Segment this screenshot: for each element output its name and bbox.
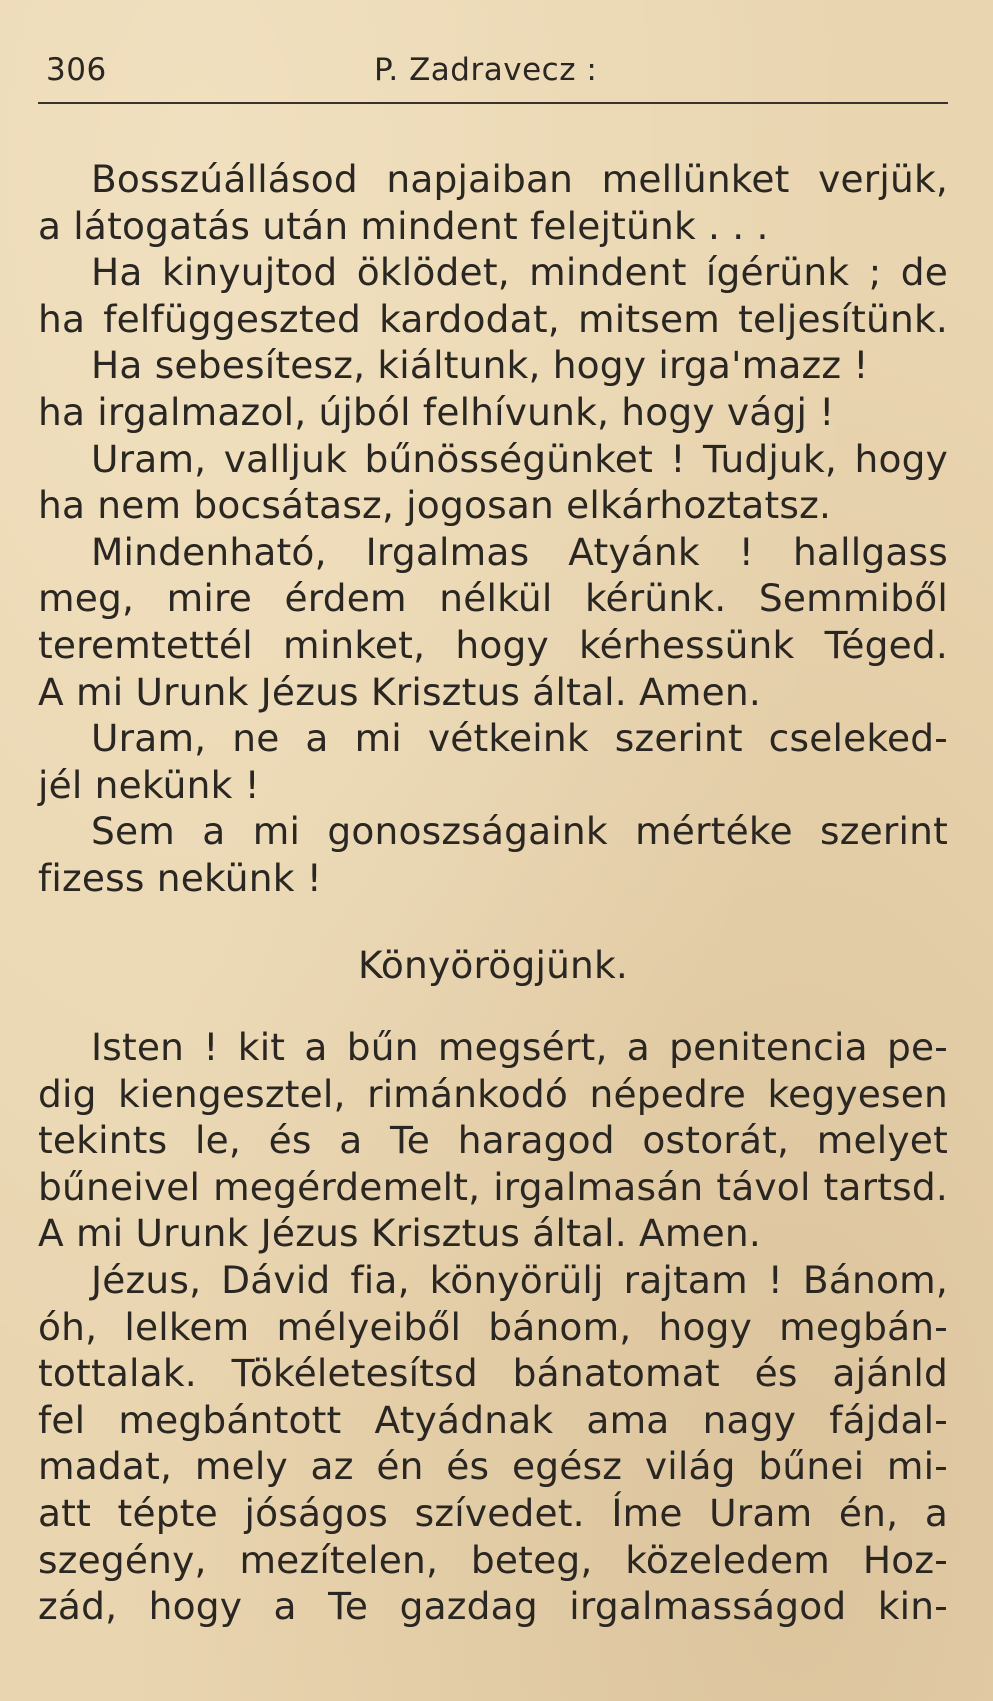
text-line: att tépte jóságos szívedet. Íme Uram én, a xyxy=(38,1491,948,1536)
text-line: Ha sebesítesz, kiáltunk, hogy irga'mazz ! xyxy=(91,343,869,388)
text-line: ha irgalmazol, újból felhívunk, hogy vágj ! xyxy=(38,389,835,434)
text-line: A mi Urunk Jézus Krisztus által. Amen. xyxy=(38,1211,761,1256)
running-title: P. Zadravecz : xyxy=(374,52,598,88)
text-line: tekints le, és a Te haragod ostorát, melyet xyxy=(38,1118,948,1163)
paragraph-2 xyxy=(38,1024,948,1257)
text-line: madat, mely az én és egész világ bűnei mi- xyxy=(38,1444,948,1489)
text-line: ha nem bocsátasz, jogosan elkárhoztatsz. xyxy=(38,483,832,528)
text-line: meg, mire érdem nélkül kérünk. Semmiből xyxy=(38,576,948,621)
text-line: Jézus, Dávid fia, könyörülj rajtam ! Bánom, xyxy=(91,1258,948,1303)
text-line: Sem a mi gonoszságaink mértéke szerint xyxy=(91,809,948,854)
header-rule xyxy=(38,102,948,104)
page-header xyxy=(38,50,948,104)
text-line: óh, lelkem mélyeiből bánom, hogy megbán- xyxy=(38,1304,948,1349)
text-line: Isten ! kit a bűn megsért, a penitencia pe- xyxy=(91,1025,948,1070)
text-line: szegény, mezítelen, beteg, közeledem Hoz- xyxy=(38,1537,948,1582)
page-number: 306 xyxy=(46,52,107,88)
text-line: a látogatás után mindent felejtünk . . . xyxy=(38,203,769,248)
body-text xyxy=(38,156,948,1630)
text-line: Mindenható, Irgalmas Atyánk ! hallgass xyxy=(91,529,948,574)
text-line: Ha kinyujtod öklödet, mindent ígérünk ; de xyxy=(91,250,948,295)
paragraph-1 xyxy=(38,156,948,902)
text-line: A mi Urunk Jézus Krisztus által. Amen. xyxy=(38,669,761,714)
text-line: jél nekünk ! xyxy=(38,762,260,807)
text-line: dig kiengesztel, rimánkodó népedre kegyesen xyxy=(38,1071,948,1116)
text-line: zád, hogy a Te gazdag irgalmasságod kin- xyxy=(38,1584,948,1629)
text-line: Uram, valljuk bűnösségünket ! Tudjuk, hogy xyxy=(91,436,948,481)
text-line: ha felfüggeszted kardodat, mitsem teljesítünk. xyxy=(38,296,948,341)
text-line: Uram, ne a mi vétkeink szerint cseleked- xyxy=(91,716,948,761)
text-line: teremtettél minket, hogy kérhessünk Téged. xyxy=(38,622,948,667)
text-line: bűneivel megérdemelt, irgalmasán távol tartsd. xyxy=(38,1164,948,1209)
section-heading: Könyörögjünk. xyxy=(357,942,629,987)
paragraph-3 xyxy=(38,1257,948,1630)
text-line: fizess nekünk ! xyxy=(38,855,322,900)
text-line: fel megbántott Atyádnak ama nagy fájdal- xyxy=(38,1397,948,1442)
text-line: tottalak. Tökéletesítsd bánatomat és ajánld xyxy=(38,1351,948,1396)
text-line: Bosszúállásod napjaiban mellünket verjük, xyxy=(91,157,948,201)
